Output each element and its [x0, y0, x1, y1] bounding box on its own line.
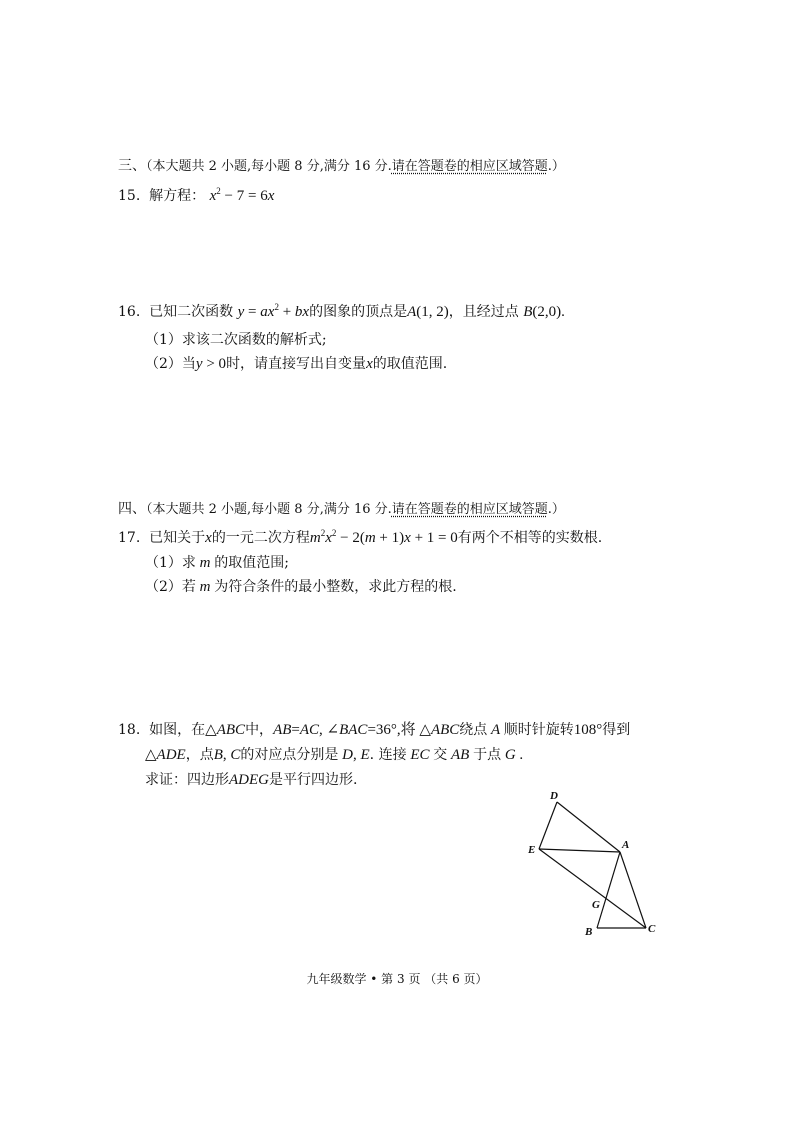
question-18-number: 18.	[118, 722, 141, 738]
condition-y: y > 0	[195, 356, 227, 372]
segment-ac	[620, 852, 646, 928]
question-18-line-2-c: . 连接	[369, 747, 407, 763]
variable-m: m	[195, 579, 215, 595]
question-18-line-2-a: ，点	[185, 747, 214, 763]
triangle-ade: △ADE	[145, 747, 186, 763]
point-a: A(1, 2)	[407, 304, 449, 320]
segment-ec: EC	[406, 747, 434, 763]
variable-m: m	[195, 555, 215, 571]
question-18-line-1-d: 顺时针旋转	[503, 722, 574, 738]
period: .	[519, 747, 524, 763]
question-17-part-1-b: 的取值范围;	[214, 555, 289, 571]
variable-x: x	[366, 356, 373, 372]
question-18-line-2-b: 的对应点分别是	[240, 747, 339, 763]
question-16-stem-2: 的图象的顶点是	[309, 304, 408, 320]
label-d: D	[550, 790, 558, 802]
section-3-note-end: .）	[547, 159, 565, 174]
question-16-part-1: （1）求该二次函数的解析式;	[145, 332, 327, 348]
rotation-angle: 108°	[573, 722, 603, 738]
point-b: B(2,0).	[523, 304, 565, 320]
page-footer: 九年级数学 • 第 3 页 （共 6 页）	[306, 972, 488, 986]
segment-da	[557, 802, 620, 852]
points-bc: B, C	[213, 747, 241, 763]
question-15-number: 15.	[118, 188, 141, 204]
section-4-label: 四、	[118, 501, 146, 517]
question-18-line-2-e: 于点	[473, 747, 502, 763]
label-c: C	[648, 923, 656, 935]
question-15-text: 解方程：	[149, 188, 206, 204]
question-18-line-1-b: 中，	[245, 722, 274, 738]
triangle-abc: △ABC	[205, 722, 246, 738]
section-3-note-emphasis: 请在答题卷的相应区域答题	[391, 159, 548, 174]
point-a: A	[487, 722, 504, 738]
question-17-stem-3: 有两个不相等的实数根.	[457, 530, 603, 546]
question-18-line-2-d: 交	[433, 747, 448, 763]
point-g: G	[501, 747, 520, 763]
section-3-label: 三、	[118, 158, 146, 174]
section-4-note: （本大题共 2 小题,每小题 8 分,满分 16 分.	[146, 502, 392, 517]
quadrilateral-adeg: ADEG	[229, 772, 269, 788]
question-16-stem-3: ，且经过点	[448, 304, 519, 320]
segment-ab: AB	[447, 747, 474, 763]
segment-ec	[539, 849, 646, 928]
points-de: D, E	[342, 747, 370, 763]
question-18-line-1-e: 得到	[602, 722, 631, 738]
question-15-equation: $x^2 - 7 = 6x$	[209, 186, 275, 204]
variable-x: x	[205, 530, 212, 546]
question-17-stem: 已知关于	[149, 530, 206, 546]
question-17-part-2-a: （2）若	[145, 579, 196, 595]
label-g: G	[592, 899, 600, 911]
section-4-note-emphasis: 请在答题卷的相应区域答题	[391, 502, 548, 517]
segment-de	[539, 802, 557, 849]
label-e: E	[528, 844, 536, 856]
question-18-line-3-a: 求证：四边形	[145, 772, 229, 788]
question-18-line-1-c: 绕点	[459, 722, 488, 738]
question-17-number: 17.	[118, 530, 141, 546]
section-3-note: （本大题共 2 小题,每小题 8 分,满分 16 分.	[146, 159, 392, 174]
question-17-part-1-a: （1）求	[145, 555, 196, 571]
question-17-stem-2: 的一元二次方程	[211, 530, 310, 546]
segment-ab	[597, 852, 620, 928]
question-18-line-3-b: 是平行四边形.	[269, 772, 358, 788]
question-17-part-2-b: 为符合条件的最小整数，求此方程的根.	[214, 579, 457, 595]
question-16-function: $y = ax^2$ + bx	[237, 302, 310, 320]
segment-ea	[539, 849, 620, 852]
question-16-number: 16.	[118, 304, 141, 320]
question-18-line-1-a: 如图，在	[149, 722, 206, 738]
question-16-part-2-b: 时，请直接写出自变量	[226, 356, 367, 372]
question-16-part-2-a: （2）当	[145, 356, 196, 372]
question-17-equation: $m^2x^2 - 2(m + 1)x + 1 = 0$	[309, 528, 458, 546]
label-b: B	[585, 926, 593, 938]
question-16-part-2-c: 的取值范围.	[372, 356, 448, 372]
label-a: A	[622, 839, 630, 851]
given-conditions: AB=AC, ∠BAC=36°,将 △ABC	[273, 722, 460, 738]
section-4-note-end: .）	[547, 502, 565, 517]
question-16-stem: 已知二次函数	[149, 304, 234, 320]
